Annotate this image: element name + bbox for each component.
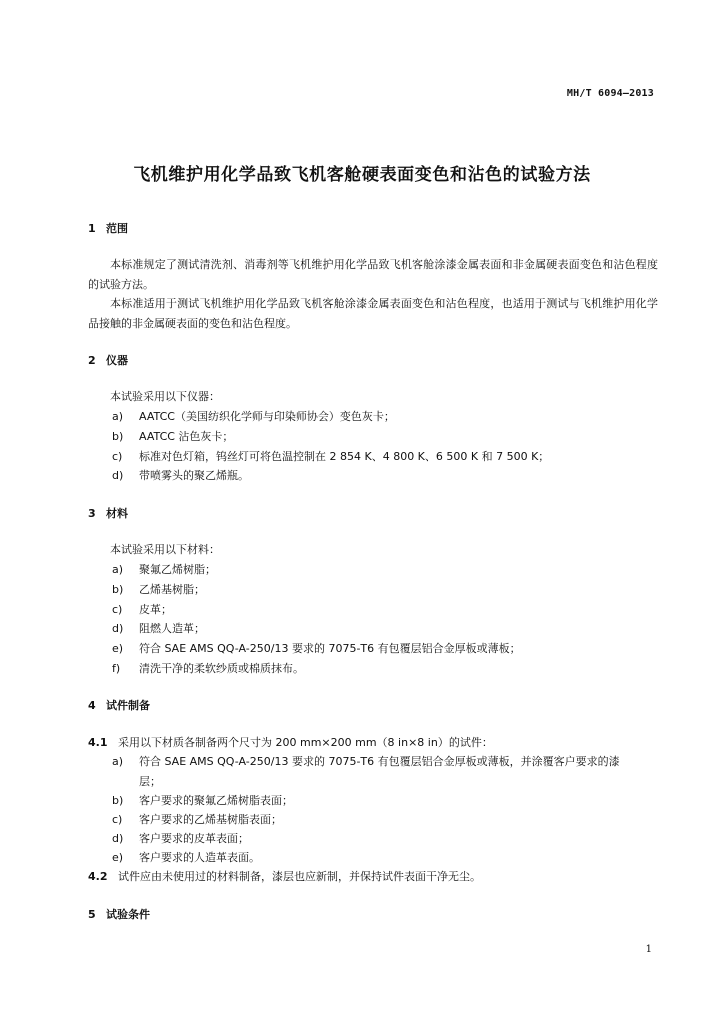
section-title: 范围 — [106, 222, 128, 235]
section-title: 试件制备 — [106, 699, 150, 712]
subsection-number: 4.2 — [88, 870, 108, 883]
list-label: d) — [112, 622, 124, 635]
list-item — [112, 467, 249, 483]
section-number: 1 — [88, 222, 96, 235]
section-4-heading — [88, 697, 150, 713]
list-text: 标准对色灯箱，钨丝灯可将色温控制在 2 854 K、4 800 K、6 500 K 和 7 500 K； — [139, 450, 550, 463]
list-text: 皮革； — [139, 603, 172, 616]
list-label: a) — [112, 410, 124, 423]
section-5-heading — [88, 906, 150, 922]
section-number: 3 — [88, 507, 96, 520]
section-3-intro: 本试验采用以下材料： — [110, 543, 220, 556]
page-number: 1 — [645, 944, 652, 955]
list-text: 乙烯基树脂； — [139, 583, 205, 596]
list-item — [112, 408, 395, 424]
list-text: 客户要求的人造革表面。 — [139, 851, 260, 864]
list-text: 阻燃人造革； — [139, 622, 205, 635]
list-label: d) — [112, 832, 124, 845]
list-label: e) — [112, 851, 124, 864]
section-2-intro: 本试验采用以下仪器： — [110, 390, 220, 403]
section-3-heading — [88, 505, 128, 521]
section-1-paragraph-1: 本标准规定了测试清洗剂、消毒剂等飞机维护用化学品致飞机客舱涂漆金属表面和非金属硬表面变色和沾色程度的试验方法。 — [88, 258, 658, 291]
list-item — [112, 753, 620, 769]
document-title: 飞机维护用化学品致飞机客舱硬表面变色和沾色的试验方法 — [133, 165, 591, 185]
list-item-continuation: 层； — [139, 775, 161, 788]
list-item — [112, 660, 304, 676]
list-item — [112, 601, 172, 617]
section-title: 材料 — [106, 507, 128, 520]
list-item — [112, 830, 249, 846]
list-text: 客户要求的聚氟乙烯树脂表面； — [139, 794, 293, 807]
list-label: b) — [112, 583, 124, 596]
list-label: a) — [112, 755, 124, 768]
section-number: 2 — [88, 354, 96, 367]
list-text: 符合 SAE AMS QQ-A-250/13 要求的 7075-T6 有包覆层铝合金厚板或薄板，并涂覆客户要求的漆 — [139, 755, 620, 768]
section-number: 5 — [88, 908, 96, 921]
list-item — [112, 792, 293, 808]
list-label: b) — [112, 430, 124, 443]
section-2-heading — [88, 352, 128, 368]
section-title: 试验条件 — [106, 908, 150, 921]
section-number: 4 — [88, 699, 96, 712]
list-item — [112, 428, 233, 444]
list-text: AATCC（美国纺织化学师与印染师协会）变色灰卡； — [139, 410, 395, 423]
list-text: 符合 SAE AMS QQ-A-250/13 要求的 7075-T6 有包覆层铝合金厚板或薄板； — [139, 642, 521, 655]
section-1-paragraph-2: 本标准适用于测试飞机维护用化学品致飞机客舱涂漆金属表面变色和沾色程度，也适用于测试与飞机维护用化学品接触的非金属硬表面的变色和沾色程度。 — [88, 297, 658, 330]
list-label: b) — [112, 794, 124, 807]
list-text: 客户要求的乙烯基树脂表面； — [139, 813, 282, 826]
list-label: f) — [112, 662, 121, 675]
section-1-heading — [88, 220, 128, 236]
list-text: 带喷雾头的聚乙烯瓶。 — [139, 469, 249, 482]
list-item — [112, 849, 260, 865]
list-label: c) — [112, 603, 123, 616]
list-label: e) — [112, 642, 124, 655]
section-title: 仪器 — [106, 354, 128, 367]
list-text: 聚氟乙烯树脂； — [139, 563, 216, 576]
subsection-text: 试件应由未使用过的材料制备，漆层也应新制，并保持试件表面干净无尘。 — [118, 870, 481, 883]
subsection-4-2 — [88, 868, 481, 884]
list-item — [112, 640, 521, 656]
subsection-number: 4.1 — [88, 736, 108, 749]
list-item — [112, 620, 205, 636]
list-text: 清洗干净的柔软纱质或棉质抹布。 — [139, 662, 304, 675]
standard-code: MH/T 6094—2013 — [566, 88, 654, 99]
list-item — [112, 581, 205, 597]
subsection-text: 采用以下材质各制备两个尺寸为 200 mm×200 mm（8 in×8 in）的试件： — [118, 736, 493, 749]
list-label: c) — [112, 813, 123, 826]
list-item — [112, 448, 549, 464]
list-text: 客户要求的皮革表面； — [139, 832, 249, 845]
list-label: a) — [112, 563, 124, 576]
list-item — [112, 561, 216, 577]
list-text: AATCC 沾色灰卡； — [139, 430, 234, 443]
list-label: c) — [112, 450, 123, 463]
subsection-4-1 — [88, 734, 493, 750]
list-item — [112, 811, 282, 827]
list-label: d) — [112, 469, 124, 482]
